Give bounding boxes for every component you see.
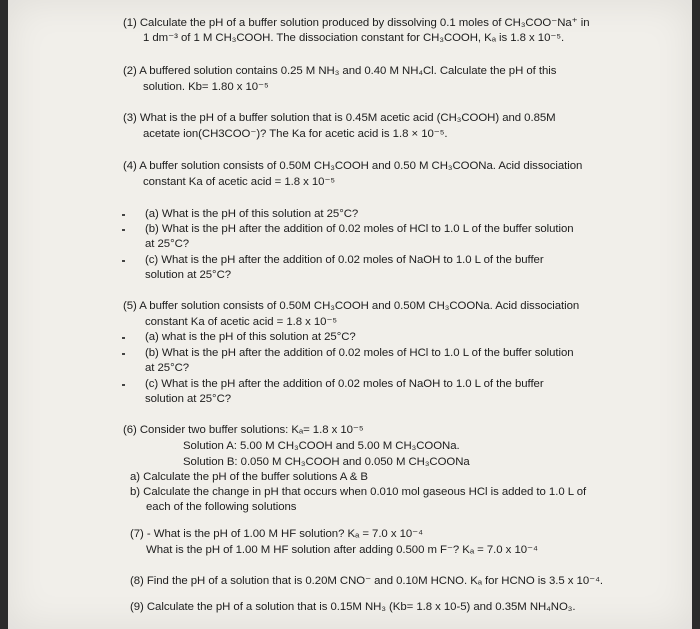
bullet-4c	[122, 260, 125, 262]
q4a: (a) What is the pH of this solution at 25°C?	[145, 208, 359, 220]
q7-line-1: (7) - What is the pH of 1.00 M HF solution? Kₐ = 7.0 x 10⁻⁴	[130, 528, 423, 540]
q6-part-b-line-2: each of the following solutions	[146, 501, 297, 513]
q8: (8) Find the pH of a solution that is 0.20M CNO⁻ and 0.10M HCNO. Kₐ for HCNO is 3.5 x 10⁻⁴.	[130, 575, 604, 587]
q4-line-2: constant Ka of acetic acid = 1.8 x 10⁻⁵	[143, 176, 336, 188]
q4c-line-1: (c) What is the pH after the addition of 0.02 moles of NaOH to 1.0 L of the buffer	[145, 254, 544, 266]
q4b-line-2: at 25°C?	[145, 238, 190, 250]
q1-line-1: (1) Calculate the pH of a buffer solution produced by dissolving 0.1 moles of CH₃COO⁻Na⁺ in	[123, 17, 590, 29]
q6-solution-b: Solution B: 0.050 M CH₃COOH and 0.050 M CH₃COONa	[183, 456, 470, 468]
q5-line-2: constant Ka of acetic acid = 1.8 x 10⁻⁵	[145, 316, 338, 328]
q3-line-1: (3) What is the pH of a buffer solution that is 0.45M acetic acid (CH₃COOH) and 0.85M	[123, 112, 556, 124]
q5c-line-2: solution at 25°C?	[145, 393, 232, 405]
q2-line-1: (2) A buffered solution contains 0.25 M NH₃ and 0.40 M NH₄Cl. Calculate the pH of this	[123, 65, 557, 77]
q6-solution-a: Solution A: 5.00 M CH₃COOH and 5.00 M CH₃COONa.	[183, 440, 460, 452]
q4c-line-2: solution at 25°C?	[145, 269, 232, 281]
q6-line-1: (6) Consider two buffer solutions: Kₐ= 1.8 x 10⁻⁵	[123, 424, 364, 436]
q3-line-2: acetate ion(CH3COO⁻)? The Ka for acetic acid is 1.8 × 10⁻⁵.	[143, 128, 448, 140]
bullet-4b	[122, 229, 125, 231]
q1-line-2: 1 dm⁻³ of 1 M CH₃COOH. The dissociation constant for CH₃COOH, Kₐ is 1.8 x 10⁻⁵.	[143, 32, 565, 44]
q4-line-1: (4) A buffer solution consists of 0.50M CH₃COOH and 0.50 M CH₃COONa. Acid dissociation	[123, 160, 583, 172]
q9: (9) Calculate the pH of a solution that is 0.15M NH₃ (Kb= 1.8 x 10-5) and 0.35M NH₄NO₃.	[130, 601, 576, 613]
q6-part-b-line-1: b) Calculate the change in pH that occurs when 0.010 mol gaseous HCl is added to 1.0 L of	[130, 486, 587, 498]
q5-line-1: (5) A buffer solution consists of 0.50M CH₃COOH and 0.50M CH₃COONa. Acid dissociation	[123, 300, 580, 312]
q2-line-2: solution. Kb= 1.80 x 10⁻⁵	[143, 81, 269, 93]
q7-line-2: What is the pH of 1.00 M HF solution after adding 0.500 m F⁻? Kₐ = 7.0 x 10⁻⁴	[146, 544, 538, 556]
bullet-4a	[122, 214, 125, 216]
q5b-line-1: (b) What is the pH after the addition of 0.02 moles of HCl to 1.0 L of the buffer solution	[145, 347, 574, 359]
bullet-5c	[122, 384, 125, 386]
bullet-5b	[122, 353, 125, 355]
q5c-line-1: (c) What is the pH after the addition of 0.02 moles of NaOH to 1.0 L of the buffer	[145, 378, 544, 390]
q5a: (a) what is the pH of this solution at 25°C?	[145, 331, 356, 343]
q4b-line-1: (b) What is the pH after the addition of 0.02 moles of HCl to 1.0 L of the buffer solution	[145, 223, 574, 235]
q5b-line-2: at 25°C?	[145, 362, 190, 374]
q6-part-a: a) Calculate the pH of the buffer solutions A & B	[130, 471, 368, 483]
document-page	[8, 0, 692, 629]
bullet-5a	[122, 337, 125, 339]
